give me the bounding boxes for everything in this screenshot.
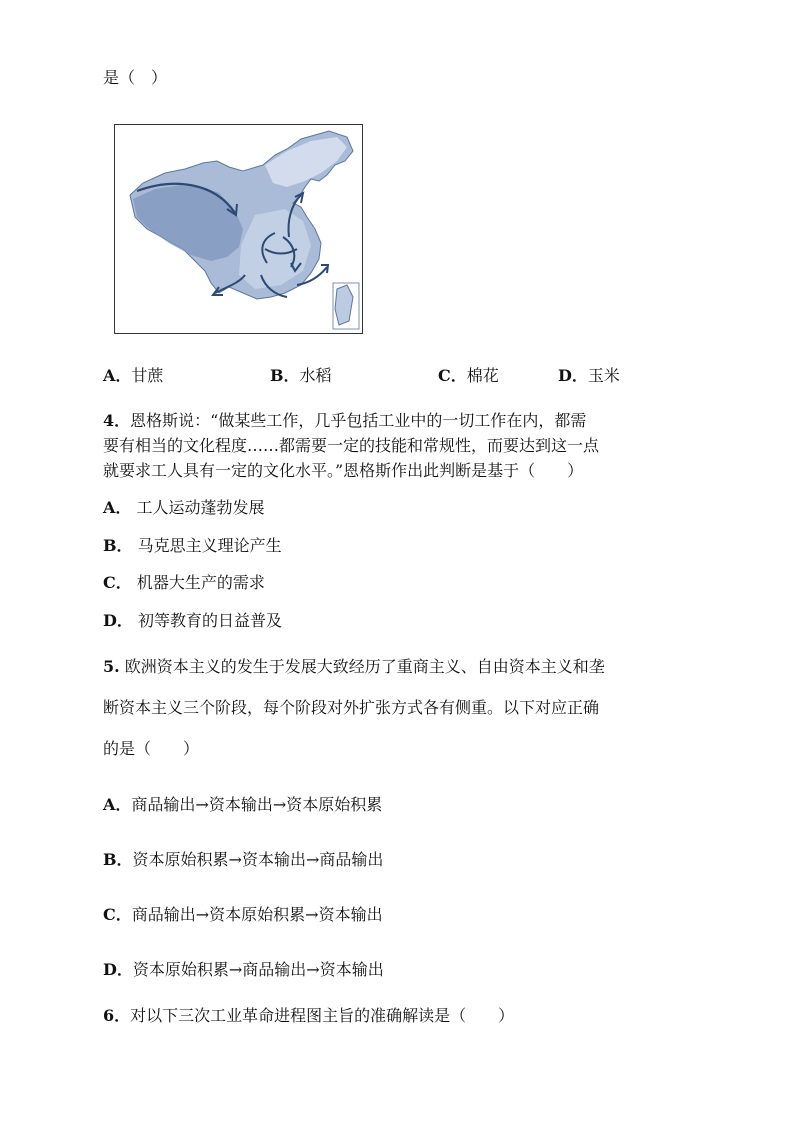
q4-number: 4． <box>103 411 131 430</box>
option-label: B． <box>103 536 133 555</box>
q5-line-3: 的是（ ） <box>103 739 200 758</box>
q6-text: 对以下三次工业革命进程图主旨的准确解读是（ ） <box>130 1006 515 1025</box>
china-map-figure <box>114 124 363 334</box>
q5-number: 5. <box>103 657 120 676</box>
q5-option-c[interactable] <box>103 905 383 925</box>
q4-option-b[interactable] <box>103 536 282 556</box>
option-text: 水稻 <box>299 366 332 385</box>
q6-stem <box>103 1006 514 1026</box>
q4-option-c[interactable] <box>103 573 265 593</box>
option-label: C． <box>438 366 467 385</box>
option-label: C． <box>103 573 132 592</box>
option-text: 资本原始积累→商品输出→资本输出 <box>132 960 384 979</box>
option-label: B． <box>270 366 300 385</box>
option-text: 工人运动蓬勃发展 <box>136 498 265 517</box>
option-label: C． <box>103 905 132 924</box>
option-text: 甘蔗 <box>131 366 164 385</box>
option-text: 玉米 <box>587 366 620 385</box>
option-text: 资本原始积累→资本输出→商品输出 <box>132 850 384 869</box>
q5-option-b[interactable] <box>103 850 383 870</box>
option-label: D． <box>558 366 588 385</box>
option-text: 马克思主义理论产生 <box>137 536 282 555</box>
q4-line-3: 就要求工人具有一定的文化水平。”恩格斯作出此判断是基于（ ） <box>103 461 584 480</box>
q5-line-2: 断资本主义三个阶段，每个阶段对外扩张方式各有侧重。以下对应正确 <box>103 698 600 717</box>
q4-option-d[interactable] <box>103 611 282 631</box>
option-label: A． <box>103 366 132 385</box>
q6-number: 6． <box>103 1006 131 1025</box>
option-label: A． <box>103 498 132 517</box>
q4-option-a[interactable] <box>103 498 265 518</box>
option-label: A． <box>103 795 132 814</box>
option-label: D． <box>103 611 133 630</box>
q4-text-1: 恩格斯说：“做某些工作，几乎包括工业中的一切工作在内，都需 <box>130 411 587 430</box>
q3-stem-tail: 是（ ） <box>103 68 168 87</box>
q5-text-1: 欧洲资本主义的发生于发展大致经历了重商主义、自由资本主义和垄 <box>124 657 605 676</box>
q4-line-2: 要有相当的文化程度……都需要一定的技能和常规性，而要达到这一点 <box>103 436 600 455</box>
q3-option-b[interactable] <box>270 366 332 386</box>
option-text: 机器大生产的需求 <box>136 573 265 592</box>
q5-option-d[interactable] <box>103 960 384 980</box>
option-text: 商品输出→资本原始积累→资本输出 <box>131 905 383 924</box>
option-text: 商品输出→资本输出→资本原始积累 <box>131 795 383 814</box>
q3-option-d[interactable] <box>558 366 620 386</box>
option-text: 初等教育的日益普及 <box>137 611 282 630</box>
q5-line-1 <box>103 657 605 677</box>
q3-option-c[interactable] <box>438 366 499 386</box>
q3-option-a[interactable] <box>103 366 163 386</box>
option-label: D． <box>103 960 133 979</box>
option-text: 棉花 <box>466 366 499 385</box>
option-label: B． <box>103 850 133 869</box>
china-map-icon <box>115 125 362 333</box>
q4-line-1 <box>103 411 586 431</box>
q5-option-a[interactable] <box>103 795 382 815</box>
